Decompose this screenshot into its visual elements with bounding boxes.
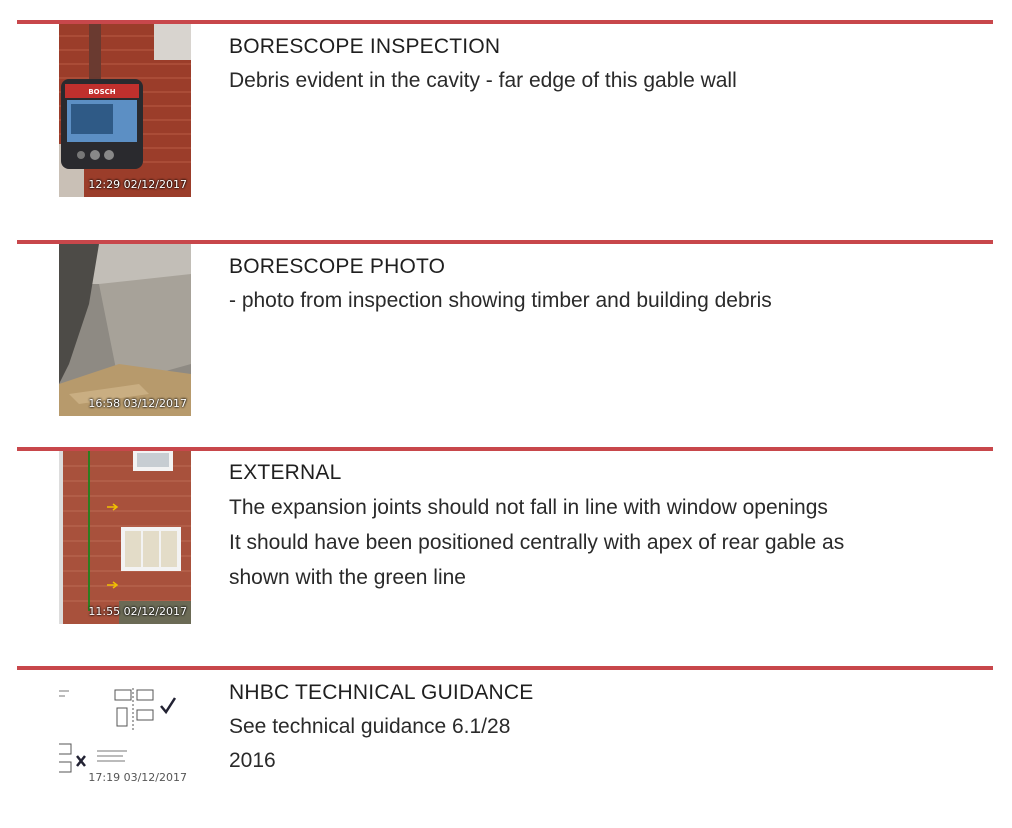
entry-title: BORESCOPE PHOTO <box>229 255 446 278</box>
photo-timestamp: 11:55 02/12/2017 <box>88 605 187 618</box>
photo-guidance-diagram[interactable] <box>59 670 191 790</box>
entry-description-line-3: shown with the green line <box>229 566 466 589</box>
entry-description: Debris evident in the cavity - far edge of this gable wall <box>229 69 737 92</box>
cavity-debris-image <box>59 244 191 416</box>
svg-text:BOSCH: BOSCH <box>88 88 116 96</box>
entry-description-line-1: The expansion joints should not fall in line with window openings <box>229 496 828 519</box>
photo-timestamp: 12:29 02/12/2017 <box>88 178 187 191</box>
entry-title: NHBC TECHNICAL GUIDANCE <box>229 681 534 704</box>
entry-description-line-2: 2016 <box>229 749 276 772</box>
gable-wall-image <box>59 451 191 624</box>
entry-title: BORESCOPE INSPECTION <box>229 35 501 58</box>
entry-description-line-2: It should have been positioned centrally with apex of rear gable as <box>229 531 845 554</box>
borescope-device-image <box>59 24 191 197</box>
photo-cavity-debris[interactable] <box>59 244 191 416</box>
photo-borescope-device[interactable] <box>59 24 191 197</box>
photo-gable-wall[interactable] <box>59 451 191 624</box>
entry-description: - photo from inspection showing timber and building debris <box>229 289 772 312</box>
entry-title: EXTERNAL <box>229 461 342 484</box>
entry-description-line-1: See technical guidance 6.1/28 <box>229 715 511 738</box>
photo-timestamp: 17:19 03/12/2017 <box>88 771 187 784</box>
photo-timestamp: 16:58 03/12/2017 <box>88 397 187 410</box>
